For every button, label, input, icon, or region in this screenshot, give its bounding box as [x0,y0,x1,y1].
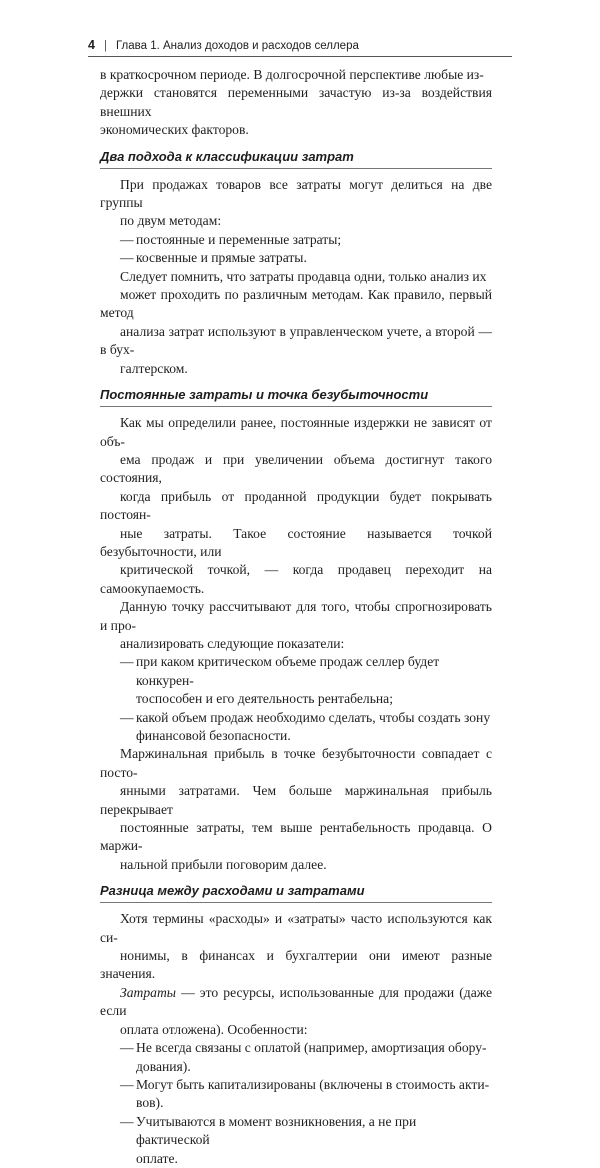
paragraph [100,745,492,874]
header-rule [88,56,512,57]
text-line: нонимы, в финансах и бухгалтерии они имеют разные значения. [100,948,492,982]
text-line: Могут быть капитализированы (включены в стоимость акти- [136,1076,490,1092]
text-line: оплата отложена). Особенности: [120,1021,308,1037]
dash-marker: — [120,1040,134,1056]
text-line: Не всегда связаны с оплатой (например, амортизация обору- [136,1040,487,1056]
text-line: оплате. [136,1150,178,1166]
intro-paragraph [100,66,492,140]
header-separator: | [103,40,107,52]
text-line: постоянные затраты, тем выше рентабельность продавца. О маржи- [100,820,492,854]
text-line: может проходить по различным методам. Как правило, первый метод [100,287,492,321]
text-line: нальной прибыли поговорим далее. [120,856,327,872]
text-line: финансовой безопасности. [136,728,291,743]
text-line: Учитываются в момент возникновения, а не при фактической [136,1113,417,1148]
defined-term: Затраты [120,984,176,1000]
text-line: тоспособен и его деятельность рентабельна; [136,691,393,707]
text-line: по двум методам: [120,213,222,229]
dash-marker: — [120,1113,134,1129]
text-line: когда прибыль от проданной продукции будет покрывать постоян- [100,488,492,523]
paragraph [100,414,492,653]
text-line: экономических факторов. [100,122,249,138]
text-line: анализа затрат используют в управленческом учете, а второй — в бух- [100,323,492,358]
paragraph [100,268,492,378]
page-number: 4 [88,38,95,52]
bullet-list [100,653,492,745]
text-line: постоянные и переменные затраты; [136,231,342,247]
text-line: критической точкой, — когда продавец переходит на самоокупаемость. [100,562,492,596]
text-line: в краткосрочном периоде. В долгосрочной перспективе любые из- [100,67,484,82]
text-line: При продажах товаров все затраты могут делиться на две группы [100,176,492,211]
definition-text: — это ресурсы, использованные для продажи (даже если [100,984,492,1019]
list-item [100,1076,492,1113]
text-line: Маржинальная прибыль в точке безубыточности совпадает с посто- [100,746,492,780]
list-item [100,231,492,249]
text-line: галтерском. [120,360,188,376]
text-line: какой объем продаж необходимо сделать, чтобы создать зону [136,709,491,725]
running-header [88,38,512,52]
text-line: косвенные и прямые затраты. [136,250,307,266]
text-line: ема продаж и при увеличении объема достигнут такого состояния, [100,451,492,486]
text-line [100,984,492,1021]
dash-marker: — [120,709,134,725]
list-item [100,1113,492,1168]
bullet-list [100,1039,492,1168]
chapter-title: Глава 1. Анализ доходов и расходов селлера [115,40,359,52]
text-line: при каком критическом объеме продаж селлер будет конкурен- [136,654,440,688]
text-line: Следует помнить, что затраты продавца одни, только анализ их [120,268,487,284]
section-heading: Постоянные затраты и точка безубыточности [100,387,492,407]
text-line: Данную точку рассчитывают для того, чтобы спрогнозировать и про- [100,599,492,633]
list-item [100,709,492,746]
section-heading: Разница между расходами и затратами [100,883,492,903]
text-line: держки становятся переменными зачастую из-за воздействия внешних [100,85,492,119]
text-line: Хотя термины «расходы» и «затраты» часто используются как си- [100,911,492,945]
text-line: янными затратами. Чем больше маржинальная прибыль перекрывает [100,783,492,817]
dash-marker: — [120,250,134,266]
text-line: анализировать следующие показатели: [120,635,345,651]
dash-marker: — [120,1076,134,1092]
dash-marker: — [120,654,134,670]
section-heading: Два подхода к классификации затрат [100,149,492,169]
paragraph [100,176,492,231]
list-item [100,249,492,267]
text-line: вов). [136,1095,164,1111]
bullet-list [100,231,492,268]
page-content [100,66,492,1168]
text-line: дования). [136,1058,191,1074]
list-item [100,653,492,708]
definition-paragraph [100,984,492,1039]
text-line: Как мы определили ранее, постоянные издержки не зависят от объ- [100,415,492,449]
dash-marker: — [120,231,134,247]
paragraph [100,910,492,984]
list-item [100,1039,492,1076]
text-line: ные затраты. Такое состояние называется точкой безубыточности, или [100,525,492,559]
